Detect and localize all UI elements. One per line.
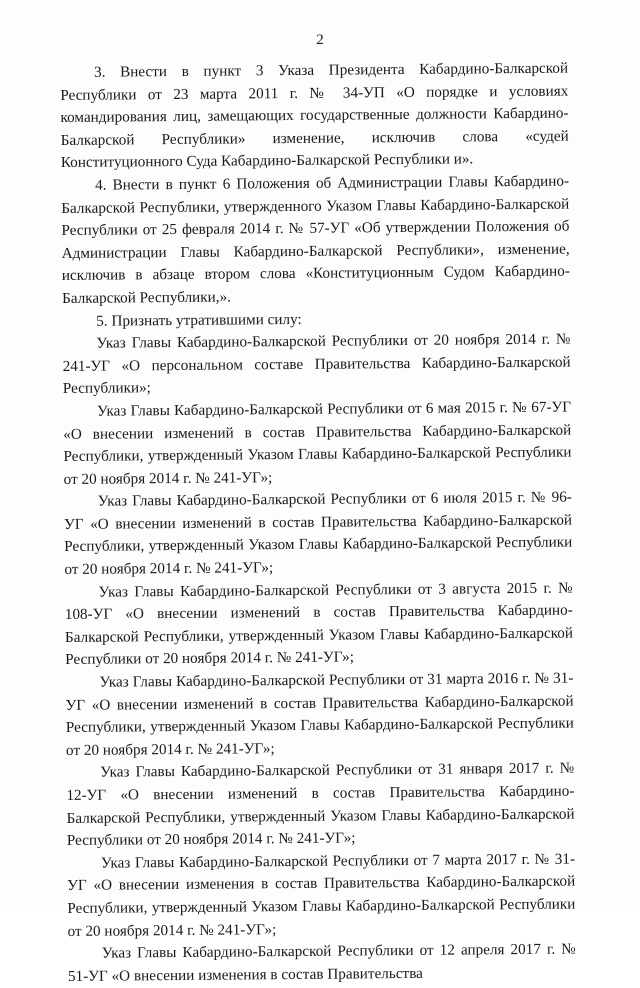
paragraph-item-5: 5. Признать утратившими силу: (96, 310, 302, 330)
paragraph-item-3: 3. Внести в пункт 3 Указа Президента Кабардино-Балкарской Республики от 23 марта 2011 г. № 34-УП «О порядке и условиях командирования лиц, замещающих государственные должности Кабардино-Балкарской Республики» изменение, исключив слова «судей Конституционного Суда Кабардино-Балкарской Республики и». (60, 59, 569, 172)
repealed-decree-96: Указ Главы Кабардино-Балкарской Республики от 6 июля 2015 г. № 96-УГ «О внесении изменений в состав Правительства Кабардино-Балкарской Республики, утвержденный Указом Главы Кабардино-Балкарской Республики от 20 ноября 2014 г. № 241-УГ»; (63, 488, 573, 579)
repealed-decree-67: Указ Главы Кабардино-Балкарской Республики от 6 мая 2015 г. № 67-УГ «О внесении изменений в состав Правительства Кабардино-Балкарской Республики, утвержденный Указом Главы Кабардино-Балкарской Республики от 20 ноября 2014 г. № 241-УГ»; (63, 398, 572, 488)
paragraph-item-4: 4. Внести в пункт 6 Положения об Администрации Главы Кабардино-Балкарской Республики, утвержденного Указом Главы Кабардино-Балкарской Республики от 25 февраля 2014 г. № 57-УГ «Об утверждении Положения об Администрации Главы Кабардино-Балкарской Республики», изменение, исключив в абзаце втором слова «Конституционным Судом Кабардино-Балкарской Республики,». (61, 172, 570, 307)
document-body (60, 58, 576, 988)
repealed-decree-51: Указ Главы Кабардино-Балкарской Республики от 12 апреля 2017 г. № 51-УГ «О внесении изменения в состав Правительства (67, 940, 576, 985)
repealed-decree-241: Указ Главы Кабардино-Балкарской Республики от 20 ноября 2014 г. № 241-УГ «О персональном составе Правительства Кабардино-Балкарской Республики»; (62, 330, 571, 398)
repealed-decree-108: Указ Главы Кабардино-Балкарской Республики от 3 августа 2015 г. № 108-УГ «О внесении изменений в состав Правительства Кабардино-Балкарской Республики, утвержденный Указом Главы Кабардино-Балкарской Республики от 20 ноября 2014 г. № 241-УГ»; (64, 579, 574, 669)
repealed-decree-12: Указ Главы Кабардино-Балкарской Республики от 31 января 2017 г. № 12-УГ «О внесении изменений в состав Правительства Кабардино-Балкарской Республики, утвержденный Указом Главы Кабардино-Балкарской Республики от 20 ноября 2014 г. № 241-УГ»; (66, 759, 575, 850)
repealed-decree-31-2017: Указ Главы Кабардино-Балкарской Республики от 7 марта 2017 г. № 31-УГ «О внесении изменения в состав Правительства Кабардино-Балкарской Республики, утвержденный Указом Главы Кабардино-Балкарской Республики от 20 ноября 2014 г. № 241-УГ»; (67, 850, 576, 940)
repealed-decree-31-2016: Указ Главы Кабардино-Балкарской Республики от 31 марта 2016 г. № 31-УГ «О внесении изменений в состав Правительства Кабардино-Балкарской Республики, утвержденный Указом Главы Кабардино-Балкарской Республики от 20 ноября 2014 г. № 241-УГ»; (65, 669, 574, 759)
page-number: 2 (316, 32, 324, 48)
